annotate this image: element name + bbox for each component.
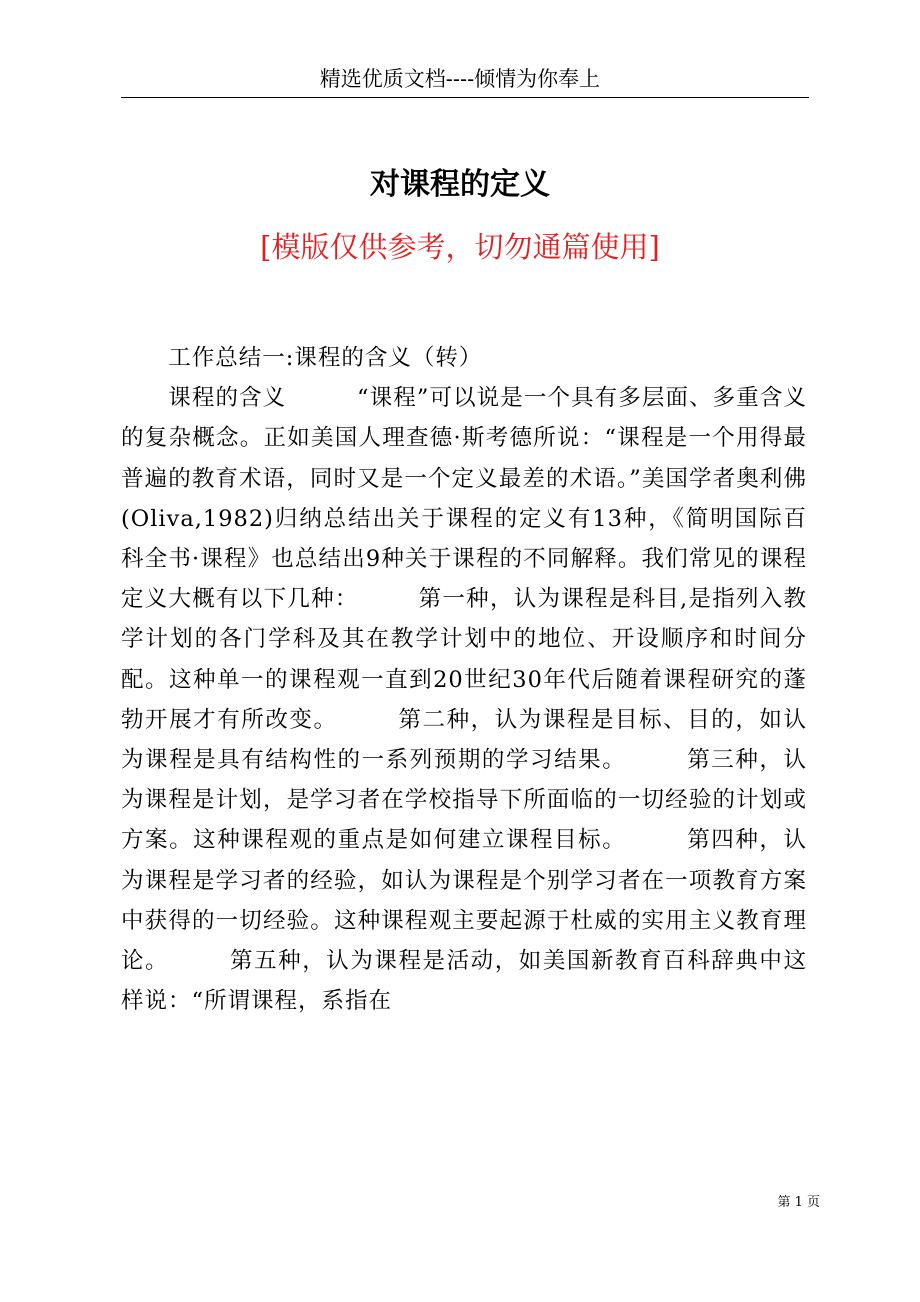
header-divider xyxy=(121,97,809,98)
document-body xyxy=(121,338,807,1021)
body-paragraph: 课程的含义 “课程”可以说是一个具有多层面、多重含义的复杂概念。正如美国人理查德·斯考德所说：“课程是一个用得最普遍的教育术语，同时又是一个定义最差的术语。”美国学者奥利佛(Oliva,1982)归纳总结出关于课程的定义有13种，《简明国际百科全书·课程》也总结出9种关于课程的不同解释。我们常见的课程定义大概有以下几种： 第一种，认为课程是科目,是指列入教学计划的各门学科及其在教学计划中的地位、开设顺序和时间分配。这种单一的课程观一直到20世纪30年代后随着课程研究的蓬勃开展才有所改变。 第二种，认为课程是目标、目的，如认为课程是具有结构性的一系列预期的学习结果。 第三种，认为课程是计划，是学习者在学校指导下所面临的一切经验的计划或方案。这种课程观的重点是如何建立课程目标。 第四种，认为课程是学习者的经验，如认为课程是个别学习者在一项教育方案中获得的一切经验。这种课程观主要起源于杜威的实用主义教育理论。 第五种，认为课程是活动，如美国新教育百科辞典中这样说：“所谓课程，系指在 xyxy=(121,385,807,1015)
page-number: 第 1 页 xyxy=(777,1195,820,1210)
document-subtitle: [模版仅供参考，切勿通篇使用] xyxy=(260,230,660,264)
document-title: 对课程的定义 xyxy=(370,167,550,202)
body-paragraph: 工作总结一:课程的含义（转） xyxy=(168,345,483,371)
page-header: 精选优质文档----倾情为你奉上 xyxy=(319,67,601,91)
